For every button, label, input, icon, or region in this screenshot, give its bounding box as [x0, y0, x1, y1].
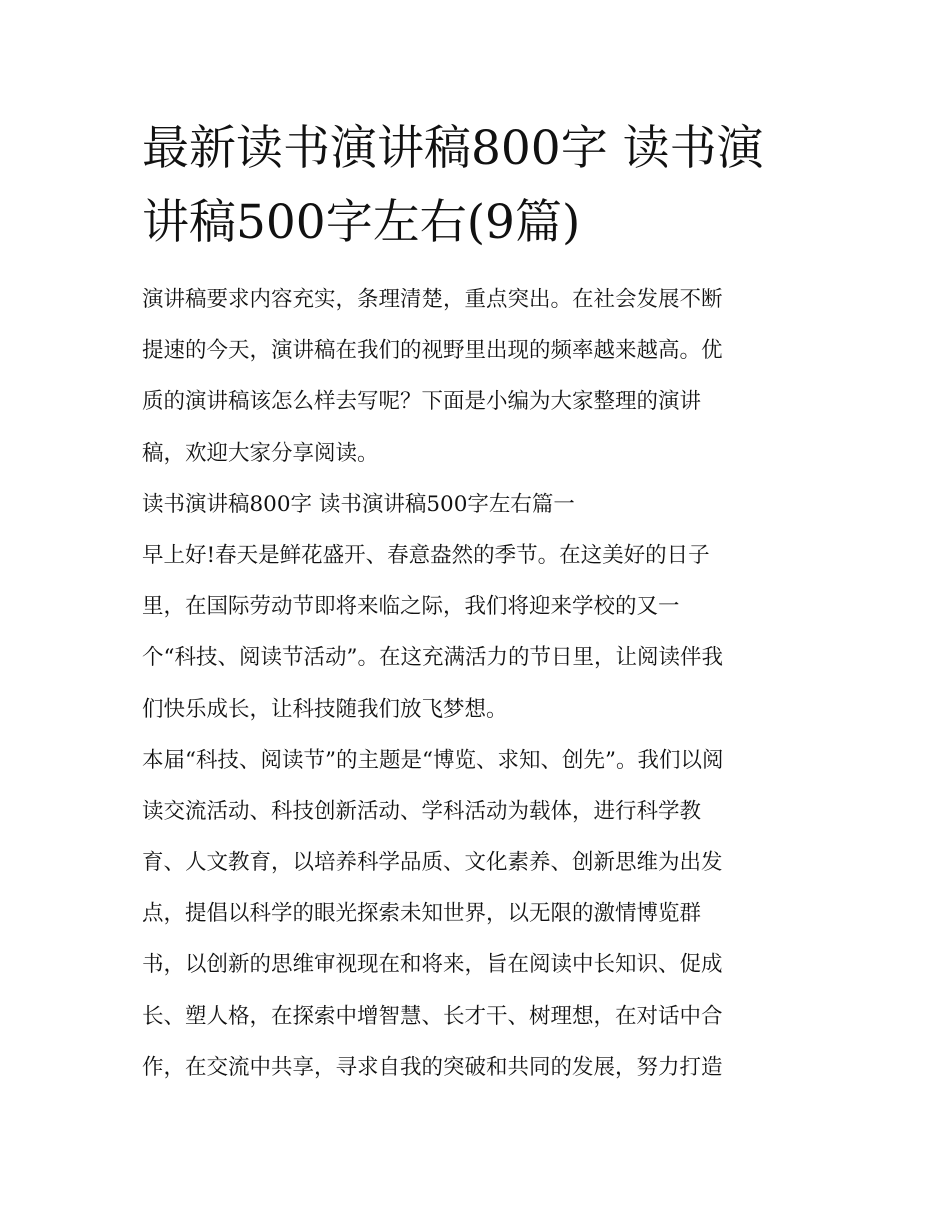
body-line: 本届“科技、阅读节”的主题是“博览、求知、创先”。我们以阅: [142, 747, 724, 773]
body-line: 们快乐成长，让科技随我们放飞梦想。: [142, 696, 508, 722]
body-line: 稿，欢迎大家分享阅读。: [142, 440, 379, 466]
body-line: 长、塑人格，在探索中增智慧、长才干、树理想，在对话中合: [142, 1003, 723, 1029]
body-line: 个“科技、阅读节活动”。在这充满活力的节日里，让阅读伴我: [142, 645, 723, 671]
body-line: 里，在国际劳动节即将来临之际，我们将迎来学校的又一: [142, 594, 680, 620]
body-line: 书，以创新的思维审视现在和将来，旨在阅读中长知识、促成: [142, 952, 723, 978]
body-line: 质的演讲稿该怎么样去写呢？下面是小编为大家整理的演讲: [142, 389, 702, 415]
body-line: 点，提倡以科学的眼光探索未知世界，以无限的激情博览群: [142, 901, 702, 927]
body-line: 早上好!春天是鲜花盛开、春意盎然的季节。在这美好的日子: [142, 542, 710, 568]
section-heading: 读书演讲稿800字 读书演讲稿500字左右篇一: [142, 491, 575, 517]
body-line: 读交流活动、科技创新活动、学科活动为载体，进行科学教: [142, 798, 702, 824]
title-line: 讲稿500字左右(9篇): [142, 195, 581, 250]
document-page: [142, 112, 812, 1093]
document-body: [142, 274, 812, 1093]
body-line: 演讲稿要求内容充实，条理清楚，重点突出。在社会发展不断: [142, 287, 723, 312]
document-title: [142, 112, 812, 260]
body-line: 作，在交流中共享，寻求自我的突破和共同的发展，努力打造: [142, 1054, 723, 1080]
body-line: 提速的今天，演讲稿在我们的视野里出现的频率越来越高。优: [142, 338, 723, 364]
title-line: 最新读书演讲稿800字 读书演: [142, 121, 764, 176]
body-line: 育、人文教育，以培养科学品质、文化素养、创新思维为出发: [142, 850, 723, 876]
